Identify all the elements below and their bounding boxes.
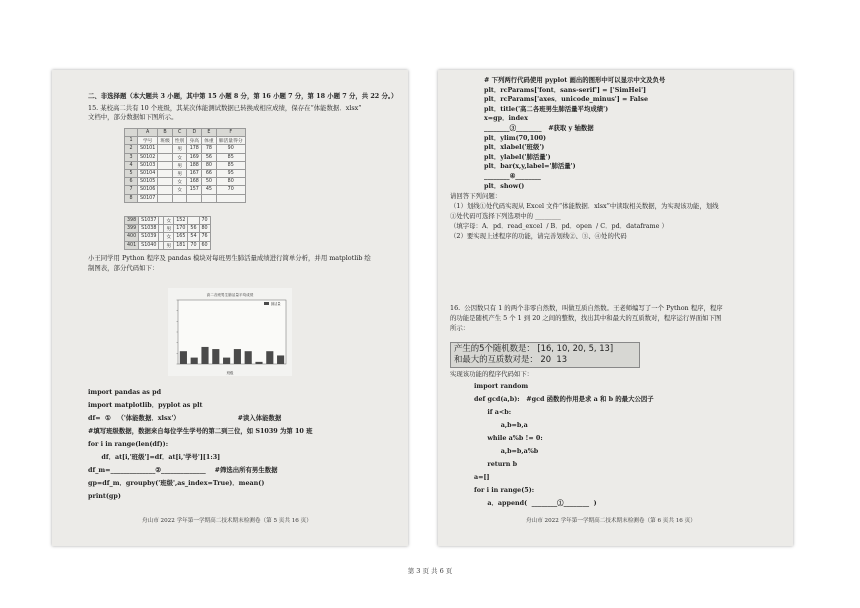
table-cell: E [202, 129, 217, 137]
table-cell [202, 194, 217, 202]
row-number-cell: 399 [125, 225, 139, 233]
right-footer: 舟山市 2022 学年第一学期高二技术期末检测卷（第 6 页共 16 页） [526, 518, 696, 524]
left-exam-page [52, 70, 408, 546]
table-cell: 80 [216, 178, 245, 186]
bar-chart [168, 288, 292, 376]
table-cell: 80 [202, 161, 217, 169]
table-cell: 56 [188, 225, 199, 233]
answer-q1-line-3: （填字母：A．pd．read_excel / B．pd．open / C．pd．dataframe ） [450, 222, 668, 230]
table-cell: 170 [174, 225, 188, 233]
table-cell: 男 [164, 241, 174, 249]
table-cell: 45 [202, 186, 217, 194]
table-cell: 女 [172, 178, 187, 186]
q15-line-1: 15. 某校高二共有 10 个班级，其某次体能测试数据已转换成相应成绩，保存在“体能数据．xlsx” [88, 104, 362, 112]
bar [277, 355, 284, 364]
code-line: ________④________ [484, 172, 541, 180]
code-line: import random [474, 382, 529, 390]
table-row [125, 178, 246, 186]
code-line: df．at[i,'班级']=df．at[i,'学号'][1:3] [88, 453, 221, 461]
table-cell [216, 194, 245, 202]
excel-table-top [124, 128, 246, 203]
table-cell: 152 [174, 217, 188, 225]
bar [266, 351, 273, 364]
code-line: plt．bar(x,y,label='肺活量') [484, 162, 576, 171]
table-cell: 95 [216, 169, 245, 177]
code-line: # 下列两行代码使用 pyplot 画出的图形中可以显示中文及负号 [484, 76, 666, 84]
table-row [125, 186, 246, 194]
table-cell [158, 194, 173, 202]
table-cell [158, 178, 173, 186]
table-cell: F [216, 129, 245, 137]
excel-table-bottom [124, 216, 211, 250]
code-line: a．append( ________①________ ) [474, 499, 597, 507]
table-cell [172, 194, 187, 202]
table-cell [158, 161, 173, 169]
table-cell [158, 153, 173, 161]
table-header-row [125, 129, 246, 137]
bar [212, 349, 219, 364]
table-cell [158, 145, 173, 153]
output-line-1: 产生的5个随机数是： [16, 10, 20, 5, 13] [454, 343, 614, 353]
bar [191, 358, 198, 364]
answer-intro: 请回答下列问题： [450, 192, 502, 200]
bar [234, 349, 241, 364]
desc-line-1: 小王同学用 Python 程序及 pandas 模块对每班男生肺活量成绩进行简单分析，并用 matplotlib 绘 [88, 254, 371, 262]
row-number-cell: 8 [125, 194, 138, 202]
code-line: plt．xlabel('班级') [484, 143, 545, 152]
table-cell: S1040 [139, 241, 159, 249]
code-line: return b [474, 460, 518, 468]
code-line: ________③________ #获取 y 轴数据 [484, 124, 594, 132]
table-cell: S1038 [139, 225, 159, 233]
code-line: plt．title('高二各班男生肺活量平均成绩') [484, 104, 609, 113]
table-cell: 90 [216, 145, 245, 153]
bar [223, 358, 230, 364]
page-number: 第 3 页 共 6 页 [407, 567, 453, 575]
table-cell: 男 [172, 169, 187, 177]
legend-label: 肺活量 [271, 301, 281, 306]
code-line: a,b=b,a%b [474, 447, 539, 455]
code-line: plt．rcParams['font．sans-serif'] = ['SimHei'] [484, 85, 647, 94]
table-cell: D [187, 129, 202, 137]
code-line: plt．show() [484, 181, 525, 190]
table-cell: 181 [174, 241, 188, 249]
code-line: x=gp．index [484, 114, 528, 123]
table-cell: S0101 [138, 145, 158, 153]
impl-intro: 实现该功能的程序代码如下： [450, 370, 534, 378]
x-axis-label: 班级 [226, 371, 234, 375]
table-cell: 54 [188, 233, 199, 241]
table-cell: 56 [202, 153, 217, 161]
table-cell: 78 [202, 145, 217, 153]
table-cell: S0103 [138, 161, 158, 169]
table-cell: 性别 [172, 137, 187, 145]
table-cell: A [138, 129, 158, 137]
row-number-cell: 398 [125, 217, 139, 225]
table-cell: 60 [199, 241, 210, 249]
table-row [125, 217, 211, 225]
table-cell: S0102 [138, 153, 158, 161]
answer-q1-line-1: （1）划线①处代码实现从 Excel 文件“体能数据．xlsx”中读取相关数据，为实现该功能，划线 [450, 202, 719, 210]
q16-line-2: 的功能是随机产生 5 个 1 到 20 之间的整数，找出其中和最大的互质数对，程序运行界面如下图 [450, 314, 722, 322]
right-exam-page [438, 70, 793, 546]
row-number-cell: 6 [125, 178, 138, 186]
table-cell [188, 217, 199, 225]
code-line: print(gp) [88, 492, 121, 500]
table-cell: 70 [199, 217, 210, 225]
table-cell: 体重 [202, 137, 217, 145]
table-row [125, 153, 246, 161]
left-footer: 舟山市 2022 学年第一学期高二技术期末检测卷（第 5 页共 16 页） [142, 518, 312, 524]
table-row [125, 145, 246, 153]
table-cell: 班级 [158, 137, 173, 145]
table-cell: 167 [187, 169, 202, 177]
table-cell: 85 [216, 153, 245, 161]
table-cell: 女 [164, 233, 174, 241]
table-cell: 男 [172, 145, 187, 153]
table-cell: S0104 [138, 169, 158, 177]
table-cell: 70 [216, 186, 245, 194]
code-line: for i in range(len(df)): [88, 440, 169, 448]
answer-q2: （2）要实现上述程序的功能，请完善划线②、③、④处的代码 [450, 232, 627, 240]
code-line: df_m=______________②______________ #筛选出所有男生数据 [88, 466, 278, 474]
table-cell: C [172, 129, 187, 137]
bar-chart-svg [168, 288, 292, 376]
table-row [125, 137, 246, 145]
row-number-cell: 401 [125, 241, 139, 249]
table-cell: B [158, 129, 173, 137]
bar [245, 351, 252, 364]
desc-line-2: 制图表，部分代码如下： [88, 264, 159, 272]
table-cell: 学号 [138, 137, 158, 145]
table-cell: 178 [187, 145, 202, 153]
table-row [125, 194, 246, 202]
output-line-2: 和最大的互质数对是： 20 13 [454, 354, 568, 364]
table-row [125, 161, 246, 169]
code-line: a,b=b,a [474, 421, 528, 429]
code-line: df= ① （'体能数据．xlsx'） #读入体能数据 [88, 414, 282, 422]
table-row [125, 169, 246, 177]
row-number-cell: 2 [125, 145, 138, 153]
code-line: #填写班级数据，数据来自每位学生学号的第二到三位，如 S1039 为第 10 班 [88, 427, 313, 435]
table-cell: S0107 [138, 194, 158, 202]
row-number-cell: 3 [125, 153, 138, 161]
table-row [125, 241, 211, 249]
row-number-cell: 400 [125, 233, 139, 241]
q15-line-2: 文档中，部分数据如下图所示。 [88, 113, 178, 121]
table-cell: 157 [187, 186, 202, 194]
row-number-cell: 4 [125, 161, 138, 169]
bar [201, 347, 208, 364]
table-cell: 188 [187, 161, 202, 169]
table-cell: 男 [164, 225, 174, 233]
table-cell: 165 [174, 233, 188, 241]
table-cell: 169 [187, 153, 202, 161]
code-line: gp=df_m．groupby('班级',as_index=True)．mean() [88, 479, 265, 487]
table-row [125, 225, 211, 233]
program-output-box [450, 342, 640, 368]
code-line: if a<b: [474, 408, 512, 416]
row-number-cell: 1 [125, 137, 138, 145]
table-cell [158, 169, 173, 177]
table-cell: 76 [199, 233, 210, 241]
table-cell: S0106 [138, 186, 158, 194]
table-cell: 66 [202, 169, 217, 177]
table-cell: 女 [172, 186, 187, 194]
table-cell: S1039 [139, 233, 159, 241]
code-line: plt．ylabel('肺活量') [484, 152, 551, 161]
row-number-cell [125, 129, 138, 137]
code-line: while a%b != 0: [474, 434, 543, 442]
table-row [125, 233, 211, 241]
table-cell: 85 [216, 161, 245, 169]
table-cell: 70 [188, 241, 199, 249]
code-line: plt．ylim(70,100) [484, 133, 547, 142]
code-line: a=[] [474, 473, 490, 481]
bar [255, 362, 262, 364]
code-line: import pandas as pd [88, 388, 162, 396]
code-line: import matplotlib．pyplot as plt [88, 401, 203, 409]
table-cell [187, 194, 202, 202]
code-line: plt．rcParams['axes．unicode_minus'] = False [484, 95, 649, 104]
legend-swatch [264, 302, 269, 305]
table-cell: 50 [202, 178, 217, 186]
table-cell [158, 186, 173, 194]
table-cell: 身高 [187, 137, 202, 145]
chart-title: 高二各班男生肺活量平均成绩 [206, 293, 254, 297]
table-cell: S0105 [138, 178, 158, 186]
row-number-cell: 7 [125, 186, 138, 194]
table-cell: S1037 [139, 217, 159, 225]
table-cell: 女 [172, 153, 187, 161]
row-number-cell: 5 [125, 169, 138, 177]
table-cell: 男 [172, 161, 187, 169]
table-cell: 肺活量得分 [216, 137, 245, 145]
table-cell: 80 [199, 225, 210, 233]
answer-q1-line-2: ①处代码可选择下列选项中的 ________ [450, 212, 561, 220]
q16-line-3: 所示： [450, 324, 470, 332]
section-title: 二、非选择题（本大题共 3 小题，其中第 15 小题 8 分，第 16 小题 7 分，第 18 小题 7 分，共 22 分。） [88, 92, 398, 100]
table-cell: 168 [187, 178, 202, 186]
q16-line-1: 16. 公因数只有 1 的两个非零自然数，叫做互质自然数。王老师编写了一个 Python 程序，程序 [450, 304, 723, 312]
bar [180, 351, 187, 364]
code-line: for i in range(5): [474, 486, 535, 494]
table-cell: 女 [164, 217, 174, 225]
code-line: def gcd(a,b): #gcd 函数的作用是求 a 和 b 的最大公因子 [474, 395, 654, 403]
